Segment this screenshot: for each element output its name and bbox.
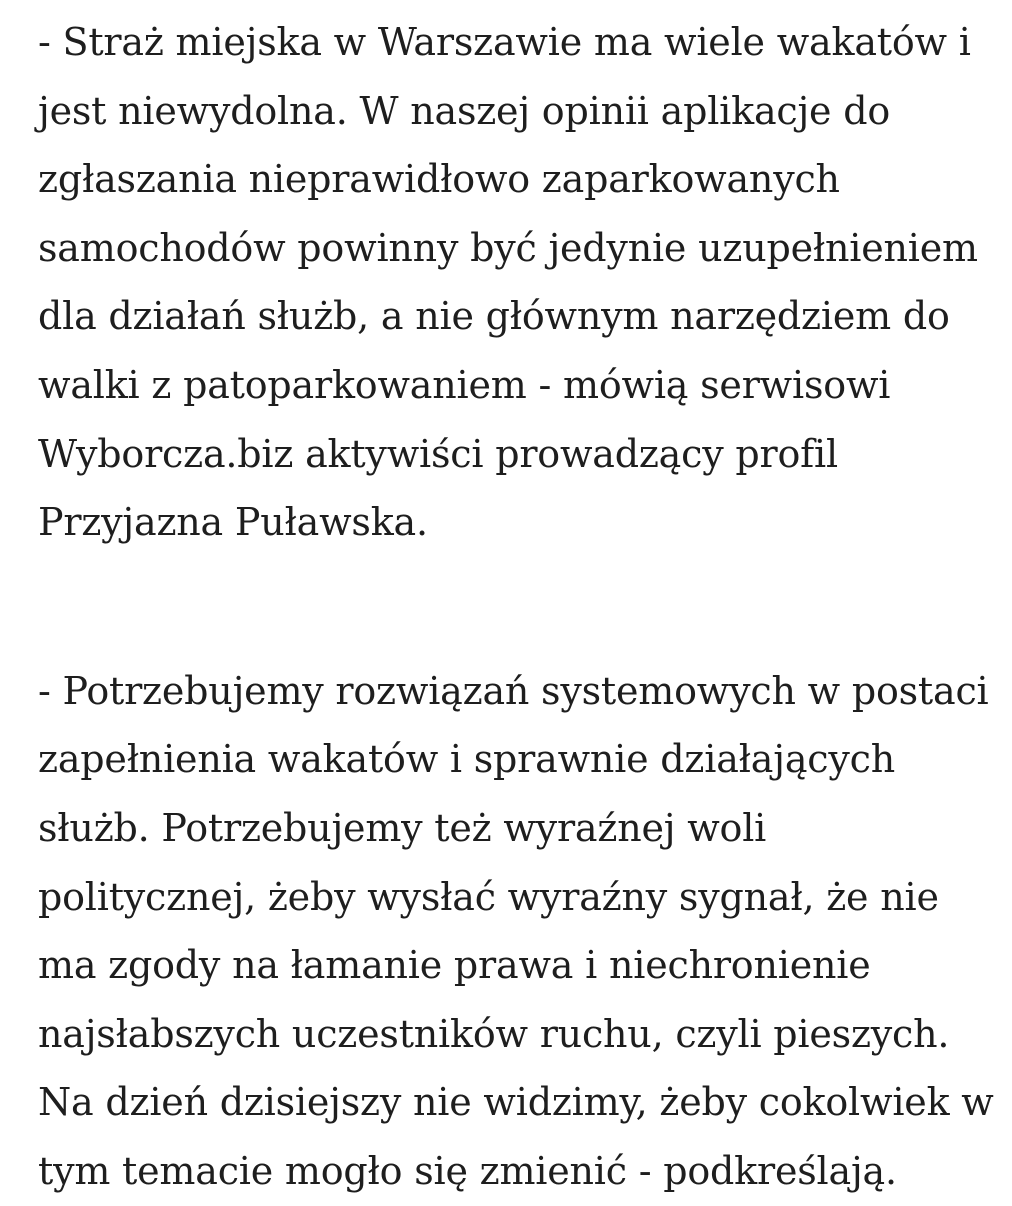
- paragraph-line: ma zgody na łamanie prawa i niechronienie: [38, 943, 871, 988]
- paragraph-line: dla działań służb, a nie głównym narzędziem do: [38, 294, 950, 339]
- paragraph-spacer: [38, 557, 998, 657]
- paragraph-line: - Straż miejska w Warszawie ma wiele wakatów i: [38, 20, 971, 64]
- paragraph-line: - Potrzebujemy rozwiązań systemowych w postaci: [38, 668, 989, 713]
- paragraph-line: zgłaszania nieprawidłowo zaparkowanych: [38, 157, 840, 202]
- article-body: [38, 8, 998, 1206]
- paragraph-line: najsłabszych uczestników ruchu, czyli pieszych.: [38, 1011, 950, 1056]
- paragraph-line: służb. Potrzebujemy też wyraźnej woli: [38, 805, 767, 850]
- paragraph-2: [38, 657, 998, 1206]
- paragraph-line: Wyborcza.biz aktywiści prowadzący profil: [38, 431, 838, 476]
- paragraph-line: samochodów powinny być jedynie uzupełnieniem: [38, 225, 978, 270]
- paragraph-line: zapełnienia wakatów i sprawnie działających: [38, 737, 895, 782]
- paragraph-line: tym temacie mogło się zmienić - podkreślają.: [38, 1148, 897, 1193]
- paragraph-line: Przyjazna Puławska.: [38, 500, 428, 545]
- paragraph-line: politycznej, żeby wysłać wyraźny sygnał, że nie: [38, 874, 939, 919]
- paragraph-1: [38, 8, 998, 557]
- paragraph-line: walki z patoparkowaniem - mówią serwisowi: [38, 362, 891, 407]
- paragraph-line: jest niewydolna. W naszej opinii aplikacje do: [38, 88, 891, 133]
- paragraph-line: Na dzień dzisiejszy nie widzimy, żeby cokolwiek w: [38, 1080, 994, 1125]
